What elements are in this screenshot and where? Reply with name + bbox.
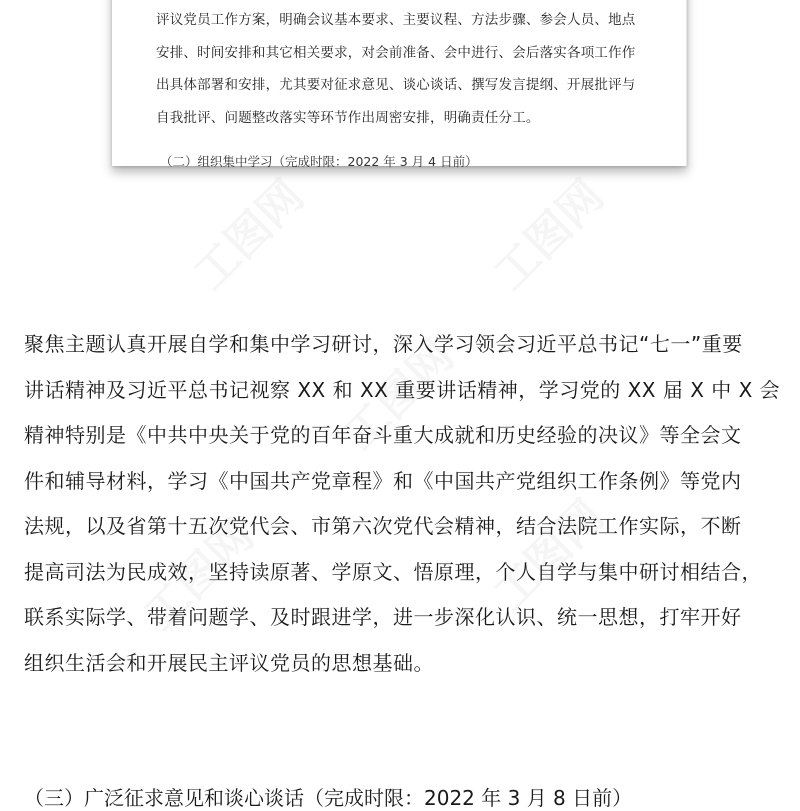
watermark: 工图网 xyxy=(484,490,614,620)
card-text-line: 安排、时间安排和其它相关要求，对会前准备、会中进行、会后落实各项工作作 xyxy=(156,44,636,61)
card-subheading: （二）组织集中学习（完成时限：2022 年 3 月 4 日前） xyxy=(160,154,478,169)
body-text-line: 联系实际学、带着问题学、及时跟进学，进一步深化认识、统一思想，打牢开好 xyxy=(24,605,742,629)
watermark: 工图网 xyxy=(184,170,314,300)
body-text-line: 法规，以及省第十五次党代会、市第六次党代会精神，结合法院工作实际，不断 xyxy=(24,514,742,538)
body-text-line: 讲话精神及习近平总书记视察 XX 和 XX 重要讲话精神，学习党的 XX 届 X 中 X 会 xyxy=(24,377,781,402)
watermark: 工图网 xyxy=(334,330,464,460)
section-heading: （三）广泛征求意见和谈心谈话（完成时限：2022 年 3 月 8 日前） xyxy=(24,786,633,810)
card-paragraph xyxy=(156,4,666,134)
card-text-line: 评议党员工作方案，明确会议基本要求、主要议程、方法步骤、参会人员、地点 xyxy=(156,12,636,28)
body-text-line: 聚焦主题认真开展自学和集中学习研讨，深入学习领会习近平总书记“七一”重要 xyxy=(24,332,743,356)
document-card-preview xyxy=(112,0,687,169)
body-text-line: 精神特别是《中共中央关于党的百年奋斗重大成就和历史经验的决议》等全会文 xyxy=(24,423,742,447)
body-paragraph xyxy=(24,322,784,686)
card-text-line: 出具体部署和安排，尤其要对征求意见、谈心谈话、撰写发言提纲、开展批评与 xyxy=(156,77,636,93)
watermark: 工图网 xyxy=(484,170,614,300)
body-text-line: 提高司法为民成效，坚持读原著、学原文、悟原理，个人自学与集中研讨相结合， xyxy=(24,559,762,584)
watermark: 工图网 xyxy=(134,510,264,640)
body-text-line: 组织生活会和开展民主评议党员的思想基础。 xyxy=(24,650,434,675)
body-text-line: 件和辅导材料，学习《中国共产党章程》和《中国共产党组织工作条例》等党内 xyxy=(24,468,742,493)
card-text-line: 自我批评、问题整改落实等环节作出周密安排，明确责任分工。 xyxy=(156,109,540,126)
